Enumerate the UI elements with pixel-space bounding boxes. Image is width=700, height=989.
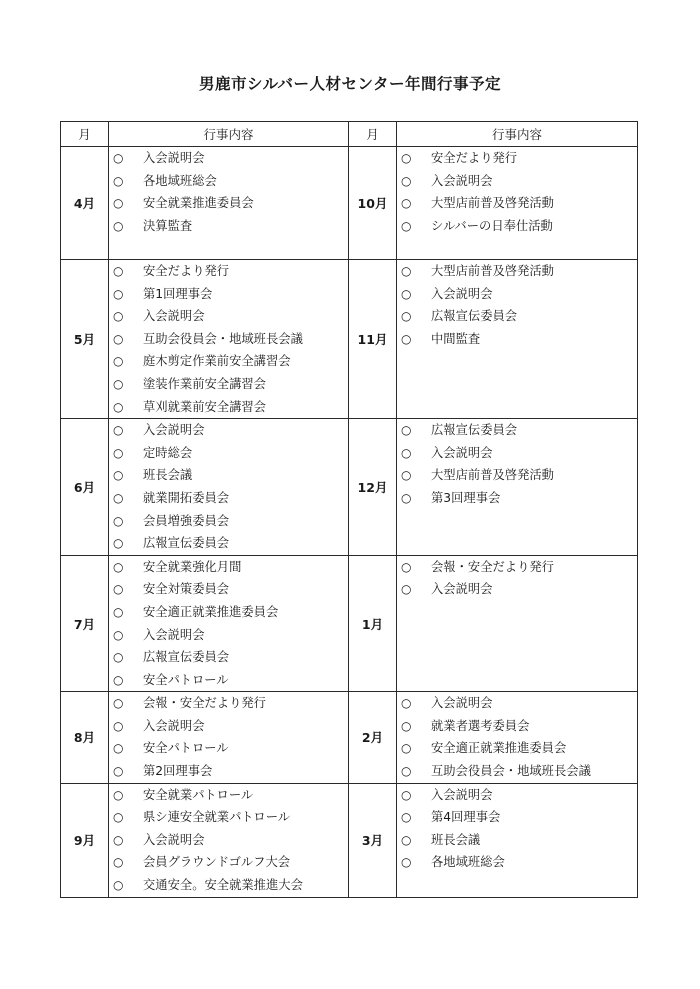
event-item <box>109 760 348 783</box>
event-label: 広報宣伝委員会 <box>143 536 230 551</box>
event-label: 就業者選考委員会 <box>431 718 530 733</box>
event-label: 決算監査 <box>143 218 193 233</box>
circle-bullet-icon: ○ <box>113 696 124 711</box>
page-title: 男鹿市シルバー人材センター年間行事予定 <box>199 75 501 93</box>
circle-bullet-icon: ○ <box>113 559 124 574</box>
circle-bullet-icon: ○ <box>113 173 124 188</box>
month-cell: 2月 <box>349 692 397 783</box>
event-label: 会報・安全だより発行 <box>431 559 554 574</box>
events-cell <box>397 419 638 556</box>
event-item <box>109 487 348 510</box>
month-cell: 8月 <box>61 692 109 783</box>
circle-bullet-icon: ○ <box>401 582 412 597</box>
events-cell <box>109 147 349 260</box>
event-item <box>109 851 348 874</box>
event-label: 安全パトロール <box>143 741 229 756</box>
event-item <box>109 442 348 465</box>
event-label: 広報宣伝委員会 <box>431 423 518 438</box>
event-item <box>397 737 637 760</box>
event-label: 会員増強委員会 <box>143 513 230 528</box>
circle-bullet-icon: ○ <box>113 582 124 597</box>
event-label: 班長会議 <box>431 832 481 847</box>
event-label: 入会説明会 <box>143 309 205 324</box>
event-item <box>397 692 637 715</box>
month-cell: 11月 <box>349 260 397 419</box>
event-label: 安全就業強化月間 <box>143 559 242 574</box>
event-label: 広報宣伝委員会 <box>143 650 230 665</box>
circle-bullet-icon: ○ <box>401 787 412 802</box>
event-item <box>109 601 348 624</box>
event-label: 各地域班総会 <box>143 173 217 188</box>
event-label: 安全適正就業推進委員会 <box>431 741 567 756</box>
circle-bullet-icon: ○ <box>401 196 412 211</box>
month-header: 月 <box>61 122 109 147</box>
table-row <box>61 783 638 897</box>
event-label: 広報宣伝委員会 <box>431 309 518 324</box>
month-cell: 3月 <box>349 783 397 897</box>
circle-bullet-icon: ○ <box>401 309 412 324</box>
circle-bullet-icon: ○ <box>113 513 124 528</box>
events-cell <box>109 419 349 556</box>
event-item <box>109 350 348 373</box>
event-item <box>397 715 637 738</box>
event-label: 交通安全。安全就業推進大会 <box>143 878 303 893</box>
circle-bullet-icon: ○ <box>113 218 124 233</box>
circle-bullet-icon: ○ <box>401 696 412 711</box>
event-label: 入会説明会 <box>143 423 205 438</box>
month-cell: 10月 <box>349 147 397 260</box>
circle-bullet-icon: ○ <box>113 672 124 687</box>
event-item <box>109 692 348 715</box>
event-label: 入会説明会 <box>431 173 493 188</box>
event-item <box>397 283 637 306</box>
event-item <box>109 215 348 238</box>
events-cell <box>397 147 638 260</box>
circle-bullet-icon: ○ <box>113 286 124 301</box>
event-label: 庭木剪定作業前安全講習会 <box>143 354 291 369</box>
month-cell: 12月 <box>349 419 397 556</box>
event-label: 会報・安全だより発行 <box>143 696 266 711</box>
month-cell: 6月 <box>61 419 109 556</box>
event-item <box>109 328 348 351</box>
circle-bullet-icon: ○ <box>401 718 412 733</box>
event-label: 安全だより発行 <box>431 151 518 165</box>
event-item <box>109 624 348 647</box>
event-label: 第3回理事会 <box>431 490 501 505</box>
circle-bullet-icon: ○ <box>113 196 124 211</box>
month-header: 月 <box>349 122 397 147</box>
circle-bullet-icon: ○ <box>113 309 124 324</box>
events-cell <box>109 692 349 783</box>
header-row <box>61 122 638 147</box>
event-item <box>397 578 637 601</box>
event-item <box>397 260 637 283</box>
circle-bullet-icon: ○ <box>401 832 412 847</box>
circle-bullet-icon: ○ <box>113 399 124 414</box>
circle-bullet-icon: ○ <box>401 764 412 779</box>
circle-bullet-icon: ○ <box>401 559 412 574</box>
event-item <box>109 669 348 692</box>
circle-bullet-icon: ○ <box>401 173 412 188</box>
event-item <box>397 556 637 579</box>
circle-bullet-icon: ○ <box>113 490 124 505</box>
event-label: 入会説明会 <box>143 627 205 642</box>
events-cell <box>397 260 638 419</box>
circle-bullet-icon: ○ <box>113 718 124 733</box>
event-item <box>397 442 637 465</box>
schedule-body <box>61 147 638 898</box>
event-item <box>397 760 637 783</box>
event-label: 就業開拓委員会 <box>143 490 230 505</box>
circle-bullet-icon: ○ <box>113 331 124 346</box>
events-cell <box>397 555 638 692</box>
event-item <box>109 737 348 760</box>
event-label: 安全就業推進委員会 <box>143 196 254 211</box>
event-item <box>397 305 637 328</box>
circle-bullet-icon: ○ <box>401 468 412 483</box>
event-item <box>109 806 348 829</box>
event-label: 安全パトロール <box>143 672 229 687</box>
event-label: 第1回理事会 <box>143 286 213 301</box>
circle-bullet-icon: ○ <box>113 354 124 369</box>
events-cell <box>397 783 638 897</box>
event-label: 大型店前普及啓発活動 <box>431 468 554 483</box>
event-label: 各地域班総会 <box>431 855 505 870</box>
schedule-table <box>60 121 638 898</box>
circle-bullet-icon: ○ <box>401 741 412 756</box>
event-item <box>397 851 637 874</box>
month-cell: 9月 <box>61 783 109 897</box>
event-label: 入会説明会 <box>431 696 493 711</box>
event-label: 安全対策委員会 <box>143 582 230 597</box>
event-label: 県シ連安全就業パトロール <box>143 810 291 825</box>
circle-bullet-icon: ○ <box>401 855 412 870</box>
table-row <box>61 419 638 556</box>
month-cell: 1月 <box>349 555 397 692</box>
event-label: 安全だより発行 <box>143 264 230 278</box>
event-label: 塗装作業前安全講習会 <box>143 376 266 391</box>
month-cell: 7月 <box>61 555 109 692</box>
event-item <box>109 784 348 807</box>
events-header: 行事内容 <box>397 122 638 147</box>
event-label: 班長会議 <box>143 468 193 483</box>
event-label: 大型店前普及啓発活動 <box>431 196 554 211</box>
event-item <box>109 532 348 555</box>
event-item <box>397 328 637 351</box>
circle-bullet-icon: ○ <box>113 764 124 779</box>
circle-bullet-icon: ○ <box>113 855 124 870</box>
circle-bullet-icon: ○ <box>113 627 124 642</box>
circle-bullet-icon: ○ <box>113 536 124 551</box>
events-cell <box>109 260 349 419</box>
circle-bullet-icon: ○ <box>401 264 412 278</box>
circle-bullet-icon: ○ <box>113 878 124 893</box>
event-label: 入会説明会 <box>431 286 493 301</box>
event-label: 入会説明会 <box>431 582 493 597</box>
circle-bullet-icon: ○ <box>113 787 124 802</box>
event-item <box>397 419 637 442</box>
event-item <box>109 646 348 669</box>
month-cell: 4月 <box>61 147 109 260</box>
event-item <box>109 715 348 738</box>
event-label: 定時総会 <box>143 445 193 460</box>
event-item <box>397 784 637 807</box>
event-item <box>109 147 348 170</box>
event-label: 安全適正就業推進委員会 <box>143 604 279 619</box>
circle-bullet-icon: ○ <box>113 650 124 665</box>
event-label: 大型店前普及啓発活動 <box>431 264 554 278</box>
month-cell: 5月 <box>61 260 109 419</box>
event-item <box>397 829 637 852</box>
circle-bullet-icon: ○ <box>401 218 412 233</box>
event-label: 入会説明会 <box>431 787 493 802</box>
circle-bullet-icon: ○ <box>401 810 412 825</box>
event-label: 第2回理事会 <box>143 764 213 779</box>
events-cell <box>109 783 349 897</box>
event-item <box>397 464 637 487</box>
event-item <box>109 419 348 442</box>
event-item <box>397 487 637 510</box>
event-item <box>397 170 637 193</box>
event-label: 入会説明会 <box>431 445 493 460</box>
event-label: 互助会役員会・地域班長会議 <box>431 764 591 779</box>
events-header: 行事内容 <box>109 122 349 147</box>
event-item <box>109 578 348 601</box>
event-item <box>109 283 348 306</box>
event-label: 入会説明会 <box>143 718 205 733</box>
event-label: 中間監査 <box>431 331 481 346</box>
event-item <box>397 215 637 238</box>
circle-bullet-icon: ○ <box>401 423 412 438</box>
events-cell <box>109 555 349 692</box>
circle-bullet-icon: ○ <box>113 264 124 278</box>
circle-bullet-icon: ○ <box>113 604 124 619</box>
table-row <box>61 692 638 783</box>
event-item <box>397 147 637 170</box>
circle-bullet-icon: ○ <box>401 286 412 301</box>
event-item <box>109 829 348 852</box>
event-label: 入会説明会 <box>143 151 205 165</box>
event-label: 第4回理事会 <box>431 810 501 825</box>
table-row <box>61 555 638 692</box>
event-item <box>109 260 348 283</box>
table-row <box>61 260 638 419</box>
circle-bullet-icon: ○ <box>113 423 124 438</box>
circle-bullet-icon: ○ <box>401 331 412 346</box>
circle-bullet-icon: ○ <box>113 810 124 825</box>
circle-bullet-icon: ○ <box>113 468 124 483</box>
event-item <box>397 192 637 215</box>
circle-bullet-icon: ○ <box>401 445 412 460</box>
event-label: 入会説明会 <box>143 832 205 847</box>
circle-bullet-icon: ○ <box>113 445 124 460</box>
event-item <box>109 373 348 396</box>
circle-bullet-icon: ○ <box>401 151 412 165</box>
event-label: 互助会役員会・地域班長会議 <box>143 331 303 346</box>
event-label: シルバーの日奉仕活動 <box>431 218 553 233</box>
event-item <box>109 464 348 487</box>
event-item <box>109 556 348 579</box>
event-label: 草刈就業前安全講習会 <box>143 399 266 414</box>
event-label: 会員グラウンドゴルフ大会 <box>143 855 291 870</box>
circle-bullet-icon: ○ <box>113 741 124 756</box>
event-label: 安全就業パトロール <box>143 787 254 802</box>
events-cell <box>397 692 638 783</box>
event-item <box>109 305 348 328</box>
event-item <box>109 510 348 533</box>
circle-bullet-icon: ○ <box>113 151 124 165</box>
event-item <box>109 874 348 897</box>
event-item <box>109 396 348 419</box>
circle-bullet-icon: ○ <box>401 490 412 505</box>
event-item <box>397 806 637 829</box>
event-item <box>109 170 348 193</box>
table-row <box>61 147 638 260</box>
circle-bullet-icon: ○ <box>113 376 124 391</box>
event-item <box>109 192 348 215</box>
circle-bullet-icon: ○ <box>113 832 124 847</box>
